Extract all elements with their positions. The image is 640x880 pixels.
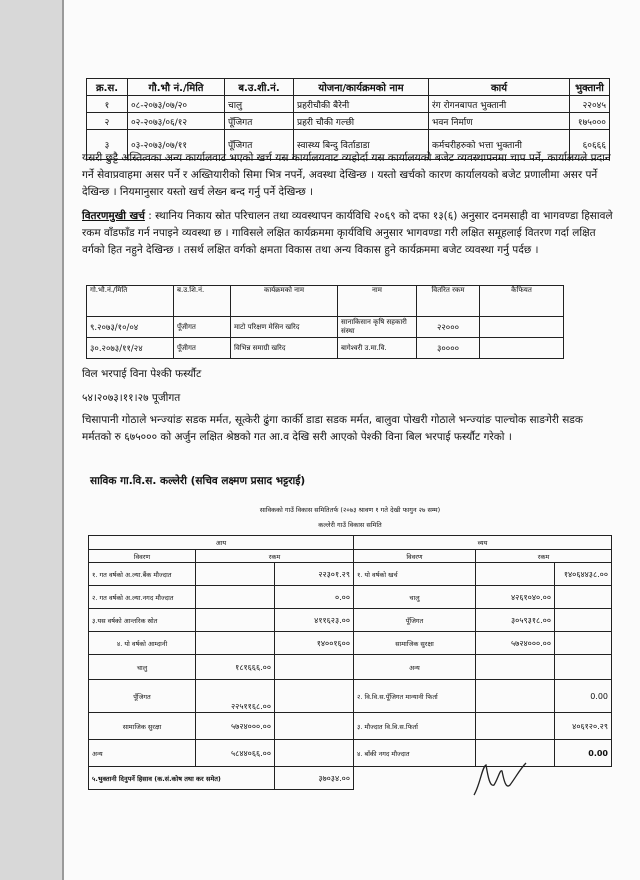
expense-label: ३. मौज्दात वि.वि.स.फिर्ता [354, 713, 476, 740]
income-label: २. गत वर्षको अ.ल्या.नगद मौज्दात [89, 586, 196, 609]
expense-label: १. यो वर्षको खर्च [354, 563, 476, 586]
cell: २२००० [417, 317, 480, 338]
income-label: ४. यो वर्षको आम्दानी [89, 632, 196, 655]
income-expense-table [88, 535, 612, 790]
income-label: सामाजिक सुरक्षा [89, 713, 196, 740]
table-row [89, 609, 612, 632]
col-header: गौ.भौ नं./मिति [128, 79, 225, 96]
col-header: कार्य [429, 79, 570, 96]
cell: ३०००० [417, 338, 480, 359]
col-header: रकम [196, 550, 354, 563]
cell: पूँजीगत [174, 338, 231, 359]
cell: ०३-२०७३/०७/११ [128, 130, 225, 160]
income-total: ४११६२३.०० [275, 609, 354, 632]
income-total [275, 713, 354, 740]
expense-sub [476, 655, 555, 680]
cell: प्रहरी चौकी गल्छी [294, 113, 429, 130]
col-header: वितरित रकम [417, 286, 480, 317]
expense-label: पूँजिगत [354, 609, 476, 632]
expense-sub [476, 713, 555, 740]
table-row [87, 96, 610, 113]
income-total: ०.०० [275, 586, 354, 609]
income-label: १. गत वर्षको अ.ल्या.बैंक मौज्दात [89, 563, 196, 586]
cell: १ [87, 96, 128, 113]
expense-label: सामाजिक सुरक्षा [354, 632, 476, 655]
expense-total [555, 632, 612, 655]
col-header: क्र.स. [87, 79, 128, 96]
section-subheading: ५४।२०७३।११।२७ पूजीगत [82, 392, 181, 404]
expense-label: चालु [354, 586, 476, 609]
income-label: चालु [89, 655, 196, 680]
table-row [89, 655, 612, 680]
cell: २ [87, 113, 128, 130]
col-header: कार्यक्रमको नाम [231, 286, 338, 317]
income-label: अन्य [89, 740, 196, 767]
table-row [87, 317, 564, 338]
expense-sub: ४२६१०४०.०० [476, 586, 555, 609]
cell: ०८-२०७३/०७/२० [128, 96, 225, 113]
section-title: साविक गा.वि.स. कल्लेरी (सचिव लक्ष्मण प्रसाद भट्टराई) [90, 475, 306, 487]
cell: ९.२०७३/१०/०४ [87, 317, 174, 338]
expense-sub: ३०५९३१८.०० [476, 609, 555, 632]
income-sub [196, 563, 275, 586]
income-total [275, 655, 354, 680]
income-sub [196, 609, 275, 632]
col-header: विवरण [89, 550, 196, 563]
expense-label: अन्य [354, 655, 476, 680]
cell: १७५००० [570, 113, 610, 130]
income-sub: ५८४४०६६.०० [196, 740, 275, 767]
col-header: भुक्तानी [570, 79, 610, 96]
expense-total: 0.00 [555, 740, 612, 767]
cell: विभिन्न समाग्री खरिद [231, 338, 338, 359]
cell: पूँजीगत [174, 317, 231, 338]
table-row [89, 713, 612, 740]
cell: पूँजिगत [225, 130, 294, 160]
expense-total: १४०६४४३८.०० [555, 563, 612, 586]
income-sub: ५७२४०००.०० [196, 713, 275, 740]
col-header: ब.उ.शी.नं. [225, 79, 294, 96]
cell: बागेश्वरी उ.मा.वि. [338, 338, 417, 359]
income-sub: १८१६६६.०० [196, 655, 275, 680]
cell: प्रहरीचौकी बैरेनी [294, 96, 429, 113]
table-row [89, 563, 612, 586]
col-header: रकम [476, 550, 612, 563]
income-header: आय [89, 536, 354, 550]
cell: ०२-२०७३/०६/१२ [128, 113, 225, 130]
income-total: १४००१६०० [275, 632, 354, 655]
table-row [87, 113, 610, 130]
table-row [89, 680, 612, 713]
expense-sub [476, 680, 555, 713]
cell [480, 317, 564, 338]
expense-total: ४०६१२०.२९ [555, 713, 612, 740]
cell: पूँजिगत [225, 113, 294, 130]
distribution-table [86, 285, 564, 359]
table-row [89, 632, 612, 655]
table-row [87, 338, 564, 359]
signature [470, 755, 530, 805]
table-header-row [87, 286, 564, 317]
cell: चालु [225, 96, 294, 113]
income-sub [196, 586, 275, 609]
table-header-row [89, 536, 612, 550]
expense-sub: ५७२४०००.०० [476, 632, 555, 655]
income-total [275, 740, 354, 767]
expense-label: ४. बाँकी नगद मौज्दात [354, 740, 476, 767]
income-total: ३७०३४.०० [275, 767, 354, 790]
table-row [89, 586, 612, 609]
expense-header: व्यय [354, 536, 612, 550]
col-header: गो.भौ.नं./मिति [87, 286, 174, 317]
income-sub: २२५११६८.०० [196, 680, 275, 713]
table-subcaption: कल्लेरी गाउँ विकास समिति [318, 521, 382, 529]
section-heading: विल भरपाई विना पेश्की फर्स्यौट [82, 368, 202, 380]
cell: सानाकिसान कृषि सहकारी संस्था [338, 317, 417, 338]
cell: स्वास्थ्य बिन्दु विर्ताडाडा [294, 130, 429, 160]
cell: माटो परिक्षण मेसिन खरिद [231, 317, 338, 338]
col-header: नाम [338, 286, 417, 317]
paragraph-text: : स्थानिय निकाय स्रोत परिचालन तथा व्यवस्थापन कार्यविधि २०६९ को दफा १३(६) अनुसार दनमसाही वा भागवण्डा हिसावले रकम वाँडफाँड गर्न नपाइने व्यवस्था छ । गाविसले लक्षित कार्यक्रममा कृार्यविधि अनुसार भागवण्डा गरी लक्षित समूहलाई वितरण गर्दा लक्षित वर्गको हित नहुने देखिन्छ । तसर्थ लक्षित वर्गको क्षमता विकास तथा अन्य विकास हुने कार्यक्रममा बजेट व्यवस्था गर्नु पर्दछ । [82, 210, 613, 256]
income-label: ३.यस वर्षको आन्तरिक स्रोत [89, 609, 196, 632]
cell: कर्मचरीहरुको भत्ता भुक्तानी [429, 130, 570, 160]
table-row [89, 740, 612, 767]
expense-total: 0.00 [555, 680, 612, 713]
col-header: योजना/कार्यक्रमको नाम [294, 79, 429, 96]
table-header-row [89, 550, 612, 563]
table-row [89, 767, 612, 790]
table-caption: साविकको गाउँ विकास समितितर्फ (२०७३ श्रावण १ गते देखी फागुन २७ सम्म) [259, 506, 441, 514]
expense-total [555, 586, 612, 609]
section-heading: वितरणमुखी खर्च [82, 210, 145, 222]
cell: ६०६६६ [570, 130, 610, 160]
table-header-row [87, 79, 610, 96]
cell [480, 338, 564, 359]
cell: भवन निर्माण [429, 113, 570, 130]
expense-total [555, 655, 612, 680]
distribution-paragraph [82, 208, 614, 259]
cell: रंग रोगनबापत भुक्तानी [429, 96, 570, 113]
col-header: कैफियत [480, 286, 564, 317]
cell: ३ [87, 130, 128, 160]
advance-paragraph: चिसापानी गोठाले भन्ज्यांङ सडक मर्मत, सूत्केरी ढुंगा कार्की डाडा सडक मर्मत, बालुवा पोखरी गोठाले भन्ज्यांङ पाल्चोक साङगेरी सडक मर्मतको रु ६७५००० को अर्जुन लक्षित श्रेष्ठको गत आ.व देखि सरी आएको पेश्की विना बिल भरपाई फर्स्यौट गरेको । [82, 414, 583, 443]
cell: २२०४५ [570, 96, 610, 113]
cell: ३०.२०७३/११/२४ [87, 338, 174, 359]
expense-sub [476, 563, 555, 586]
expense-total [555, 609, 612, 632]
col-header: ब.उ.शि.नं. [174, 286, 231, 317]
observation-paragraph: यसरी छुट्टै अस्तित्वका अन्य कार्यालवाट भएको खर्च यस कार्यालयवाट व्यहोर्दा यस कार्यालयको बजेट व्यवस्थापनमा चाप पर्ने, कार्यालयले प्रदान गर्ने सेवाप्रवाहमा असर पर्ने र अख्तियारीको सिमा भित्र नपर्ने, अवस्था देखिन्छ । यस्तो खर्चको कारण कार्यालयको बजेट प्रणालीमा असर पर्ने देखिन्छ । नियमानुसार यस्तो खर्च लेख्न बन्द गर्नु पर्ने देखिन्छ । [82, 152, 611, 198]
income-label: ५.भुक्तानी दिनुपर्ने हिसाव (क.सं.कोष तथा कर समेत) [89, 767, 275, 790]
income-sub [196, 632, 275, 655]
col-header: विवरण [354, 550, 476, 563]
expense-label: २. वि.वि.स.पूँजिगत मान्यानी फिर्ता [354, 680, 476, 713]
income-total [275, 680, 354, 713]
payments-table [86, 78, 610, 160]
income-total: २२३०१.२९ [275, 563, 354, 586]
income-label: पूँजिगत [89, 680, 196, 713]
